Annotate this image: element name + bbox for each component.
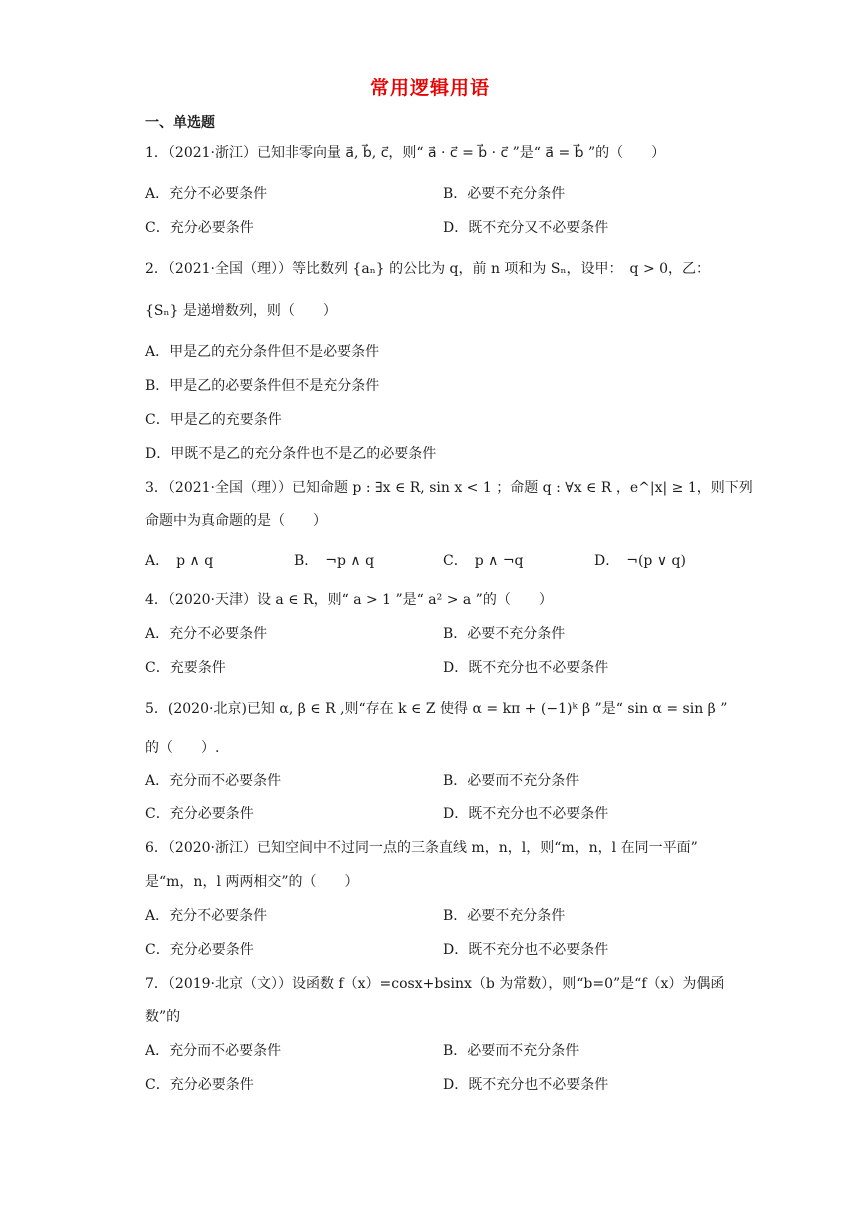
question-1-option-c: C．充分必要条件 [145,220,254,236]
question-2-option-b: B．甲是乙的必要条件但不是充分条件 [145,378,380,394]
section-heading: 一、单选题 [145,115,215,131]
question-6-stem-line-1: 6．（2020·浙江）已知空间中不过同一点的三条直线 m，n，l，则“m，n，l 在同一平面” [145,840,698,856]
question-2-option-d: D．甲既不是乙的充分条件也不是乙的必要条件 [145,446,437,462]
question-1-option-b: B．必要不充分条件 [443,186,566,202]
question-7-option-b: B．必要而不充分条件 [443,1043,580,1059]
question-4-option-b: B．必要不充分条件 [443,626,566,642]
question-5-stem-line-1: 5．(2020·北京)已知 α, β ∈ R ,则“存在 k ∈ Z 使得 α = kπ + (−1)ᵏ β ”是“ sin α = sin β ” [145,701,728,717]
question-7-option-c: C．充分必要条件 [145,1077,254,1093]
question-6-option-a: A．充分不必要条件 [145,908,268,924]
question-5-option-b: B．必要而不充分条件 [443,773,580,789]
question-4-option-d: D．既不充分也不必要条件 [443,660,609,676]
question-4-option-a: A．充分不必要条件 [145,626,268,642]
question-2-option-c: C．甲是乙的充要条件 [145,412,282,428]
question-6-stem-line-2: 是“m，n，l 两两相交”的（ ） [145,874,359,890]
question-3-option-c: C． p ∧ ¬q [443,553,524,569]
page-title: 常用逻辑用语 [369,77,490,99]
question-4-stem: 4．（2020·天津）设 a ∈ R，则“ a > 1 ”是“ a² > a ”的（ ） [145,592,553,608]
question-6-option-d: D．既不充分也不必要条件 [443,942,609,958]
question-1-stem: 1．（2021·浙江）已知非零向量 a⃗, b⃗, c⃗，则“ a⃗ · c⃗ = b⃗ · c⃗ ”是“ a⃗ = b⃗ ”的（ ） [145,145,666,161]
question-2-stem-line-1: 2．（2021·全国（理））等比数列 {aₙ} 的公比为 q，前 n 项和为 Sₙ，设甲： q > 0，乙： [145,261,711,277]
question-6-option-b: B．必要不充分条件 [443,908,566,924]
question-3-stem-line-1: 3．（2021·全国（理））已知命题 p : ∃x ∈ R, sin x < 1 ；命题 q : ∀x ∈ R ，e^|x| ≥ 1，则下列 [145,480,753,496]
question-7-option-d: D．既不充分也不必要条件 [443,1077,609,1093]
question-3-option-a: A． p ∧ q [145,553,214,569]
question-2-option-a: A．甲是乙的充分条件但不是必要条件 [145,344,380,360]
question-1-option-d: D．既不充分又不必要条件 [443,220,609,236]
question-5-option-c: C．充分必要条件 [145,806,254,822]
question-2-stem-line-2: {Sₙ} 是递增数列，则（ ） [145,303,337,319]
question-1-option-a: A．充分不必要条件 [145,186,268,202]
question-6-option-c: C．充分必要条件 [145,942,254,958]
question-3-option-d: D． ¬(p ∨ q) [594,553,686,569]
question-7-stem-line-2: 数”的 [145,1009,181,1025]
question-7-option-a: A．充分而不必要条件 [145,1043,282,1059]
question-3-option-b: B． ¬p ∧ q [294,553,375,569]
question-5-stem-line-2: 的（ ）. [145,740,220,756]
question-5-option-a: A．充分而不必要条件 [145,773,282,789]
question-5-option-d: D．既不充分也不必要条件 [443,806,609,822]
question-3-stem-line-2: 命题中为真命题的是（ ） [145,513,327,529]
question-7-stem-line-1: 7．（2019·北京（文））设函数 f（x）=cosx+bsinx（b 为常数），则“b=0”是“f（x）为偶函 [145,976,725,992]
question-4-option-c: C．充要条件 [145,660,226,676]
